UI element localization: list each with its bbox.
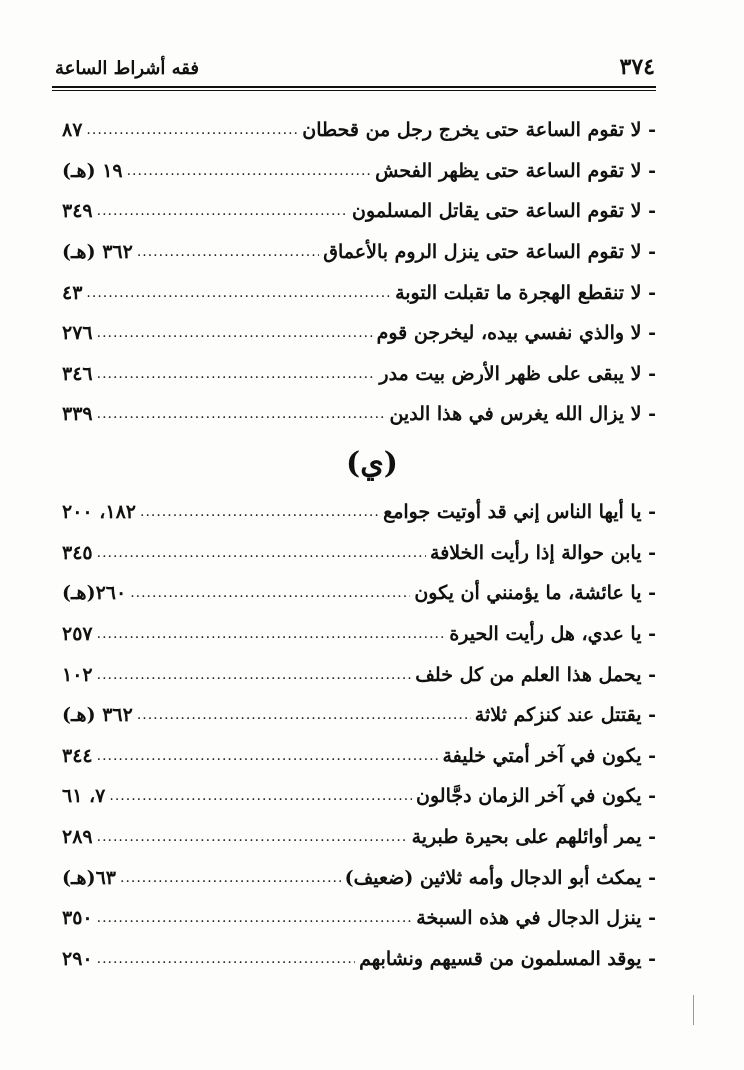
leader-dots: [86, 122, 298, 138]
leader-dots: [137, 707, 471, 723]
leader-dots: [97, 748, 439, 764]
leader-dots: [97, 626, 446, 642]
leader-dots: [97, 951, 356, 967]
entry-text: - لا تقوم الساعة حتى يظهر الفحش: [375, 159, 656, 182]
entry-ref: ٢٨٩: [62, 826, 93, 849]
entry-ref: ٣٤٩: [62, 200, 93, 223]
list-item: [62, 272, 656, 313]
entry-text: - لا تنقطع الهجرة ما تقبلت التوبة: [395, 281, 656, 304]
entry-text: - لا تقوم الساعة حتى يقاتل المسلمون: [352, 200, 656, 223]
entry-ref: ٣٣٩: [62, 403, 93, 426]
list-item: [62, 736, 656, 777]
entry-ref: ٧، ٦١: [62, 785, 106, 808]
list-item: [62, 232, 656, 273]
scan-artifact-line: [693, 995, 694, 1025]
header-rule-thick: [52, 86, 656, 88]
entry-ref: ٣٤٥: [62, 541, 93, 564]
entry-text: - ينزل الدجال في هذه السبخة: [416, 907, 656, 930]
entry-ref: ٨٧: [62, 119, 83, 142]
leader-dots: [86, 285, 391, 301]
entry-text: - يكون في آخر الزمان دجَّالون: [416, 785, 656, 808]
entry-ref: ٢٦٠(هـ): [62, 582, 127, 605]
header-rule-thin: [52, 90, 656, 91]
leader-dots: [109, 788, 412, 804]
leader-dots: [137, 244, 319, 260]
entry-text: - يحمل هذا العلم من كل خلف: [415, 663, 656, 686]
entry-text: - لا يزال الله يغرس في هذا الدين: [389, 403, 656, 426]
list-item: [62, 898, 656, 939]
index-list-ya: [62, 492, 656, 979]
list-item: [62, 776, 656, 817]
list-item: [62, 492, 656, 533]
entry-ref: ٣٤٤: [62, 744, 93, 767]
leader-dots: [97, 406, 386, 422]
list-item: [62, 110, 656, 151]
list-item: [62, 191, 656, 232]
entry-text: - يوقد المسلمون من قسيهم ونشابهم: [359, 947, 656, 970]
list-item: [62, 939, 656, 980]
entry-ref: ٢٧٦: [62, 322, 93, 345]
entry-text: - لا تقوم الساعة حتى يخرج رجل من قحطان: [302, 119, 656, 142]
leader-dots: [97, 667, 412, 683]
list-item: [62, 151, 656, 192]
list-item: [62, 695, 656, 736]
entry-ref: ٣٦٢ (هـ): [62, 704, 133, 727]
leader-dots: [130, 585, 410, 601]
entry-text: - لا تقوم الساعة حتى ينزل الروم بالأعماق: [323, 241, 656, 264]
leader-dots: [140, 504, 379, 520]
entry-text: - لا يبقى على ظهر الأرض بيت مدر: [379, 362, 656, 385]
leader-dots: [120, 870, 341, 886]
list-item: [62, 313, 656, 354]
list-item: [62, 857, 656, 898]
leader-dots: [97, 203, 348, 219]
list-item: [62, 817, 656, 858]
entry-text: - يمر أوائلهم على بحيرة طبرية: [411, 826, 656, 849]
list-item: [62, 654, 656, 695]
entry-text: - يا أيها الناس إني قد أوتيت جوامع: [383, 501, 656, 524]
leader-dots: [97, 325, 373, 341]
entry-text: - يا عائشة، ما يؤمنني أن يكون: [414, 582, 656, 605]
entry-text: - لا والذي نفسي بيده، ليخرجن قوم: [376, 322, 656, 345]
entry-ref: ٢٥٧: [62, 623, 93, 646]
running-title: فقه أشراط الساعة: [55, 58, 199, 79]
entry-text: - يكون في آخر أمتي خليفة: [442, 744, 656, 767]
entry-ref: ٢٩٠: [62, 947, 93, 970]
entry-ref: ١٨٢، ٢٠٠: [62, 501, 136, 524]
list-item: [62, 573, 656, 614]
page-number: ٣٧٤: [619, 54, 655, 80]
leader-dots: [97, 829, 408, 845]
entry-ref: ٣٤٦: [62, 362, 93, 385]
list-item: [62, 394, 656, 435]
entry-ref: ٤٣: [62, 281, 83, 304]
entry-text: - يمكث أبو الدجال وأمه ثلاثين (ضعيف): [344, 866, 656, 889]
leader-dots: [127, 163, 372, 179]
entry-ref: ٣٥٠: [62, 907, 93, 930]
leader-dots: [97, 366, 376, 382]
leader-dots: [97, 910, 413, 926]
entry-text: - يا عدي، هل رأيت الحيرة: [449, 623, 656, 646]
page-header: [55, 52, 655, 86]
entry-ref: ١٠٢: [62, 663, 93, 686]
index-list-la: [62, 110, 656, 435]
entry-ref: ٣٦٢ (هـ): [62, 241, 133, 264]
list-item: [62, 533, 656, 574]
list-item: [62, 354, 656, 395]
section-heading: (ي): [346, 446, 398, 481]
leader-dots: [97, 545, 426, 561]
entry-ref: ٦٣(هـ): [62, 866, 116, 889]
list-item: [62, 614, 656, 655]
entry-ref: ١٩ (هـ): [62, 159, 123, 182]
entry-text: - يقتتل عند كنزكم ثلاثة: [474, 704, 656, 727]
entry-text: - يابن حوالة إذا رأيت الخلافة: [430, 541, 656, 564]
